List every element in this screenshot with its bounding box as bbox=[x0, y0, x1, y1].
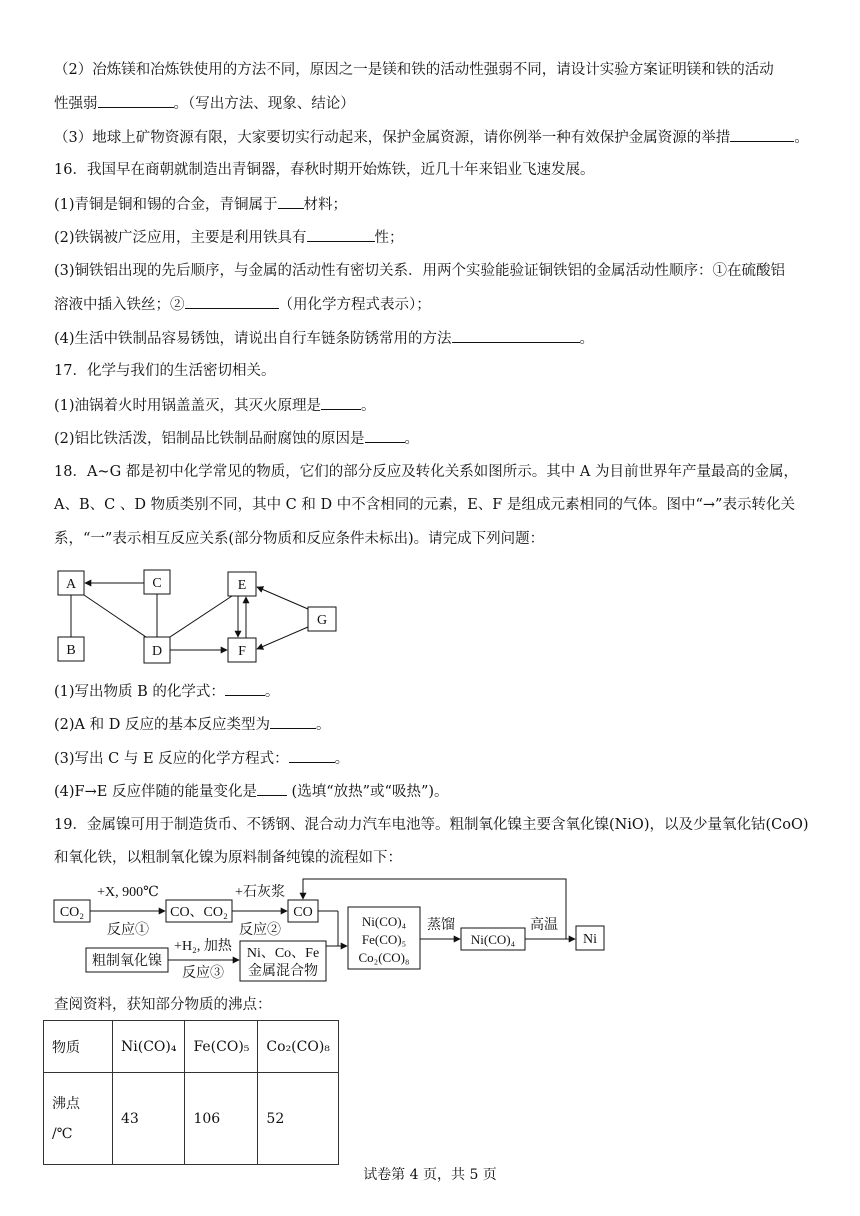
answer-blank[interactable] bbox=[321, 395, 361, 410]
question-15-3-text: （3）地球上矿物资源有限，大家要切实行动起来，保护金属资源，请你例举一种有效保护金属资源的举措 。 bbox=[54, 127, 809, 148]
question-18-3: (3)写出 C 与 E 反应的化学方程式： 。 bbox=[54, 748, 349, 769]
table-cell: 52 bbox=[258, 1073, 338, 1165]
process-flow-diagram bbox=[48, 876, 613, 986]
question-18-stem: 18．A~G 都是初中化学常见的物质，它们的部分反应及转化关系如图所示。其中 A 为目前世界年产量最高的金属， bbox=[54, 464, 798, 480]
question-17-2: (2)铝比铁活泼，铝制品比铁制品耐腐蚀的原因是 。 bbox=[54, 428, 419, 449]
answer-blank[interactable] bbox=[270, 714, 316, 729]
crude-nio-label: 粗制氧化镍 bbox=[92, 954, 162, 969]
relation-diagram bbox=[50, 565, 350, 670]
question-18-1: (1)写出物质 B 的化学式： 。 bbox=[54, 681, 279, 702]
question-17-stem: 17．化学与我们的生活密切相关。 bbox=[54, 363, 276, 379]
question-16-3-cont: 溶液中插入铁丝；② （用化学方程式表示）； bbox=[54, 294, 431, 315]
node-e-label: E bbox=[237, 578, 247, 593]
question-18-stem-3: 系，“一”表示相互反应关系(部分物质和反应条件未标出)。请完成下列问题： bbox=[54, 531, 545, 547]
question-16-4: (4)生活中铁制品容易锈蚀，请说出自行车链条防锈常用的方法 。 bbox=[54, 328, 594, 349]
answer-blank[interactable] bbox=[730, 127, 794, 142]
node-d-label: D bbox=[151, 644, 163, 659]
high-temp-label: 高温 bbox=[530, 918, 558, 933]
answer-blank[interactable] bbox=[289, 748, 335, 763]
node-a-label: A bbox=[65, 577, 77, 592]
co-label: CO bbox=[293, 905, 313, 920]
reaction3-condition: +H₂, 加热 bbox=[174, 939, 232, 954]
answer-blank[interactable] bbox=[257, 781, 287, 796]
metal-mix-line1: Ni、Co、Fe bbox=[246, 946, 320, 961]
question-18-stem-2: A、B、C 、D 物质类别不同，其中 C 和 D 中不含相同的元素，E、F 是组成元素相同的气体。图中“→”表示转化关 bbox=[54, 497, 795, 513]
table-header: Ni(CO)₄ bbox=[113, 1021, 185, 1073]
carbonyl-ni: Ni(CO)₄ bbox=[361, 914, 407, 929]
question-16-2: (2)铁锅被广泛应用，主要是利用铁具有 性； bbox=[54, 227, 404, 248]
nico4-label: Ni(CO)₄ bbox=[470, 932, 516, 947]
table-header: Fe(CO)₅ bbox=[185, 1021, 258, 1073]
metal-mix-line2: 金属混合物 bbox=[248, 964, 318, 979]
reaction1-condition: +X, 900℃ bbox=[97, 885, 159, 900]
question-19-stem-2: 和氧化铁，以粗制氧化镍为原料制备纯镍的流程如下： bbox=[54, 850, 402, 866]
question-15-2-text: （2）冶炼镁和冶炼铁使用的方法不同，原因之一是镁和铁的活动性强弱不同，请设计实验方案证明镁和铁的活动 bbox=[54, 62, 774, 78]
table-header: Co₂(CO)₈ bbox=[258, 1021, 338, 1073]
co-co2-label: CO、CO₂ bbox=[170, 905, 228, 920]
reaction2-label: 反应② bbox=[239, 923, 281, 938]
question-18-2: (2)A 和 D 反应的基本反应类型为 。 bbox=[54, 714, 330, 735]
node-f-label: F bbox=[238, 644, 246, 659]
ni-label: Ni bbox=[583, 932, 597, 947]
node-g-label: G bbox=[316, 613, 328, 628]
node-c-label: C bbox=[152, 576, 162, 591]
distill-label: 蒸馏 bbox=[427, 918, 455, 933]
node-b-label: B bbox=[66, 643, 76, 658]
reaction2-reagent: +石灰浆 bbox=[235, 885, 285, 900]
table-cell: 106 bbox=[185, 1073, 258, 1165]
answer-blank[interactable] bbox=[185, 294, 279, 309]
question-16-stem: 16．我国早在商朝就制造出青铜器，春秋时期开始炼铁，近几十年来铝业飞速发展。 bbox=[54, 162, 595, 178]
carbonyl-fe: Fe(CO)₅ bbox=[361, 932, 407, 947]
table-row-label: 沸点 /℃ bbox=[44, 1073, 113, 1165]
answer-blank[interactable] bbox=[307, 227, 375, 242]
question-19-stem: 19．金属镍可用于制造货币、不锈钢、混合动力汽车电池等。粗制氧化镍主要含氧化镍(NiO)，以及少量氧化钴(CoO) bbox=[54, 817, 809, 833]
co2-label: CO₂ bbox=[59, 905, 85, 920]
page-footer: 试卷第 4 页，共 5 页 bbox=[363, 1167, 497, 1183]
answer-blank[interactable] bbox=[278, 194, 304, 209]
table-cell: 43 bbox=[113, 1073, 185, 1165]
reaction1-label: 反应① bbox=[107, 923, 149, 938]
answer-blank[interactable] bbox=[225, 681, 265, 696]
question-15-2-cont: 性强弱 。（写出方法、现象、结论） bbox=[54, 93, 355, 114]
boiling-point-table bbox=[43, 1020, 339, 1165]
question-17-1: (1)油锅着火时用锅盖盖灭，其灭火原理是 。 bbox=[54, 395, 376, 416]
question-16-1: (1)青铜是铜和锡的合金，青铜属于 材料； bbox=[54, 194, 347, 215]
reaction3-label: 反应③ bbox=[182, 966, 224, 981]
question-18-4: (4)F→E 反应伴随的能量变化是 (选填“放热”或“吸热”)。 bbox=[54, 781, 449, 802]
answer-blank[interactable] bbox=[452, 328, 580, 343]
answer-blank[interactable] bbox=[365, 428, 405, 443]
table-intro: 查阅资料，获知部分物质的沸点： bbox=[54, 997, 272, 1013]
table-header: 物质 bbox=[44, 1021, 113, 1073]
answer-blank[interactable] bbox=[98, 93, 174, 108]
carbonyl-co: Co₂(CO)₈ bbox=[358, 950, 410, 965]
question-16-3: (3)铜铁铝出现的先后顺序，与金属的活动性有密切关系．用两个实验能验证铜铁铝的金属活动性顺序：①在硫酸铝 bbox=[54, 263, 786, 279]
